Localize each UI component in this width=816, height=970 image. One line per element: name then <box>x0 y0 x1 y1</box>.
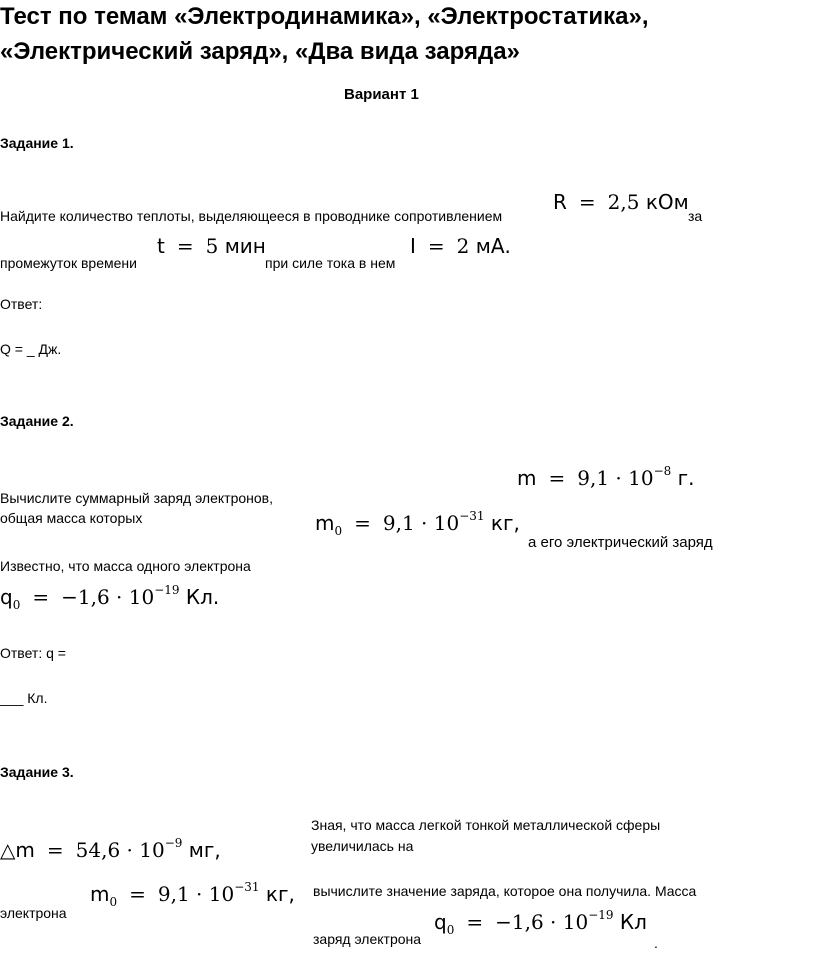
task2-text1: Вычислите суммарный заряд электронов, <box>0 490 273 506</box>
task2-heading: Задание 2. <box>0 413 74 429</box>
task1-heading: Задание 1. <box>0 135 74 151</box>
task2-formula-electron-mass: $m_0 = 9,1 \cdot 10^{-31}$ кг, <box>315 509 520 538</box>
task2-text2: общая масса которых <box>0 510 143 526</box>
task3-text1: Зная, что масса легкой тонкой металлической сферы <box>311 817 661 833</box>
task2-text4: Известно, что масса одного электрона <box>0 558 251 574</box>
task1-text2: промежуток времени <box>0 255 137 271</box>
task3-formula-mass-increase: △m = $54,6 \cdot 10^{-9}$ мг, <box>0 836 221 862</box>
task1-answer-line: Q = _ Дж. <box>0 341 62 357</box>
task3-text2: увеличилась на <box>311 838 414 854</box>
task1-formula-current: I = 2 мА. <box>410 234 511 258</box>
task3-formula-electron-charge: $q_0 = -1,6 \cdot 10^{-19}$ Кл <box>434 908 647 937</box>
task2-formula-mass-total: $m = 9,1 \cdot 10^{-8}$ г. <box>517 464 695 490</box>
task2-formula-electron-charge: $q_0 = -1,6 \cdot 10^{-19}$ Кл. <box>0 583 220 612</box>
page-title-line1: Тест по темам «Электродинамика», «Электростатика», <box>0 3 649 30</box>
task1-text3: при силе тока в нем <box>265 255 396 271</box>
task3-text4: электрона <box>0 905 67 921</box>
task1-formula-resistance: R = 2,5 кОм <box>553 190 689 214</box>
page-title-line2: «Электрический заряд», «Два вида заряда» <box>0 38 520 65</box>
task3-text5-end: . <box>654 935 658 951</box>
variant-heading: Вариант 1 <box>344 86 419 103</box>
task1-formula-time: t = 5 мин <box>157 234 266 258</box>
task3-formula-electron-mass: $m_0 = 9,1 \cdot 10^{-31}$ кг, <box>90 880 295 909</box>
task1-text1: Найдите количество теплоты, выделяющееся в проводнике сопротивлением <box>0 208 503 224</box>
task3-heading: Задание 3. <box>0 764 74 780</box>
task2-text3: а его электрический заряд <box>528 534 713 551</box>
task2-answer-line: ___ Кл. <box>0 690 48 706</box>
task2-answer-label: Ответ: q = <box>0 645 66 661</box>
task1-answer-label: Ответ: <box>0 296 43 312</box>
task3-text3: вычислите значение заряда, которое она получила. Масса <box>313 883 697 899</box>
task1-text1-end: за <box>688 208 703 224</box>
task3-text5: заряд электрона <box>313 931 422 947</box>
